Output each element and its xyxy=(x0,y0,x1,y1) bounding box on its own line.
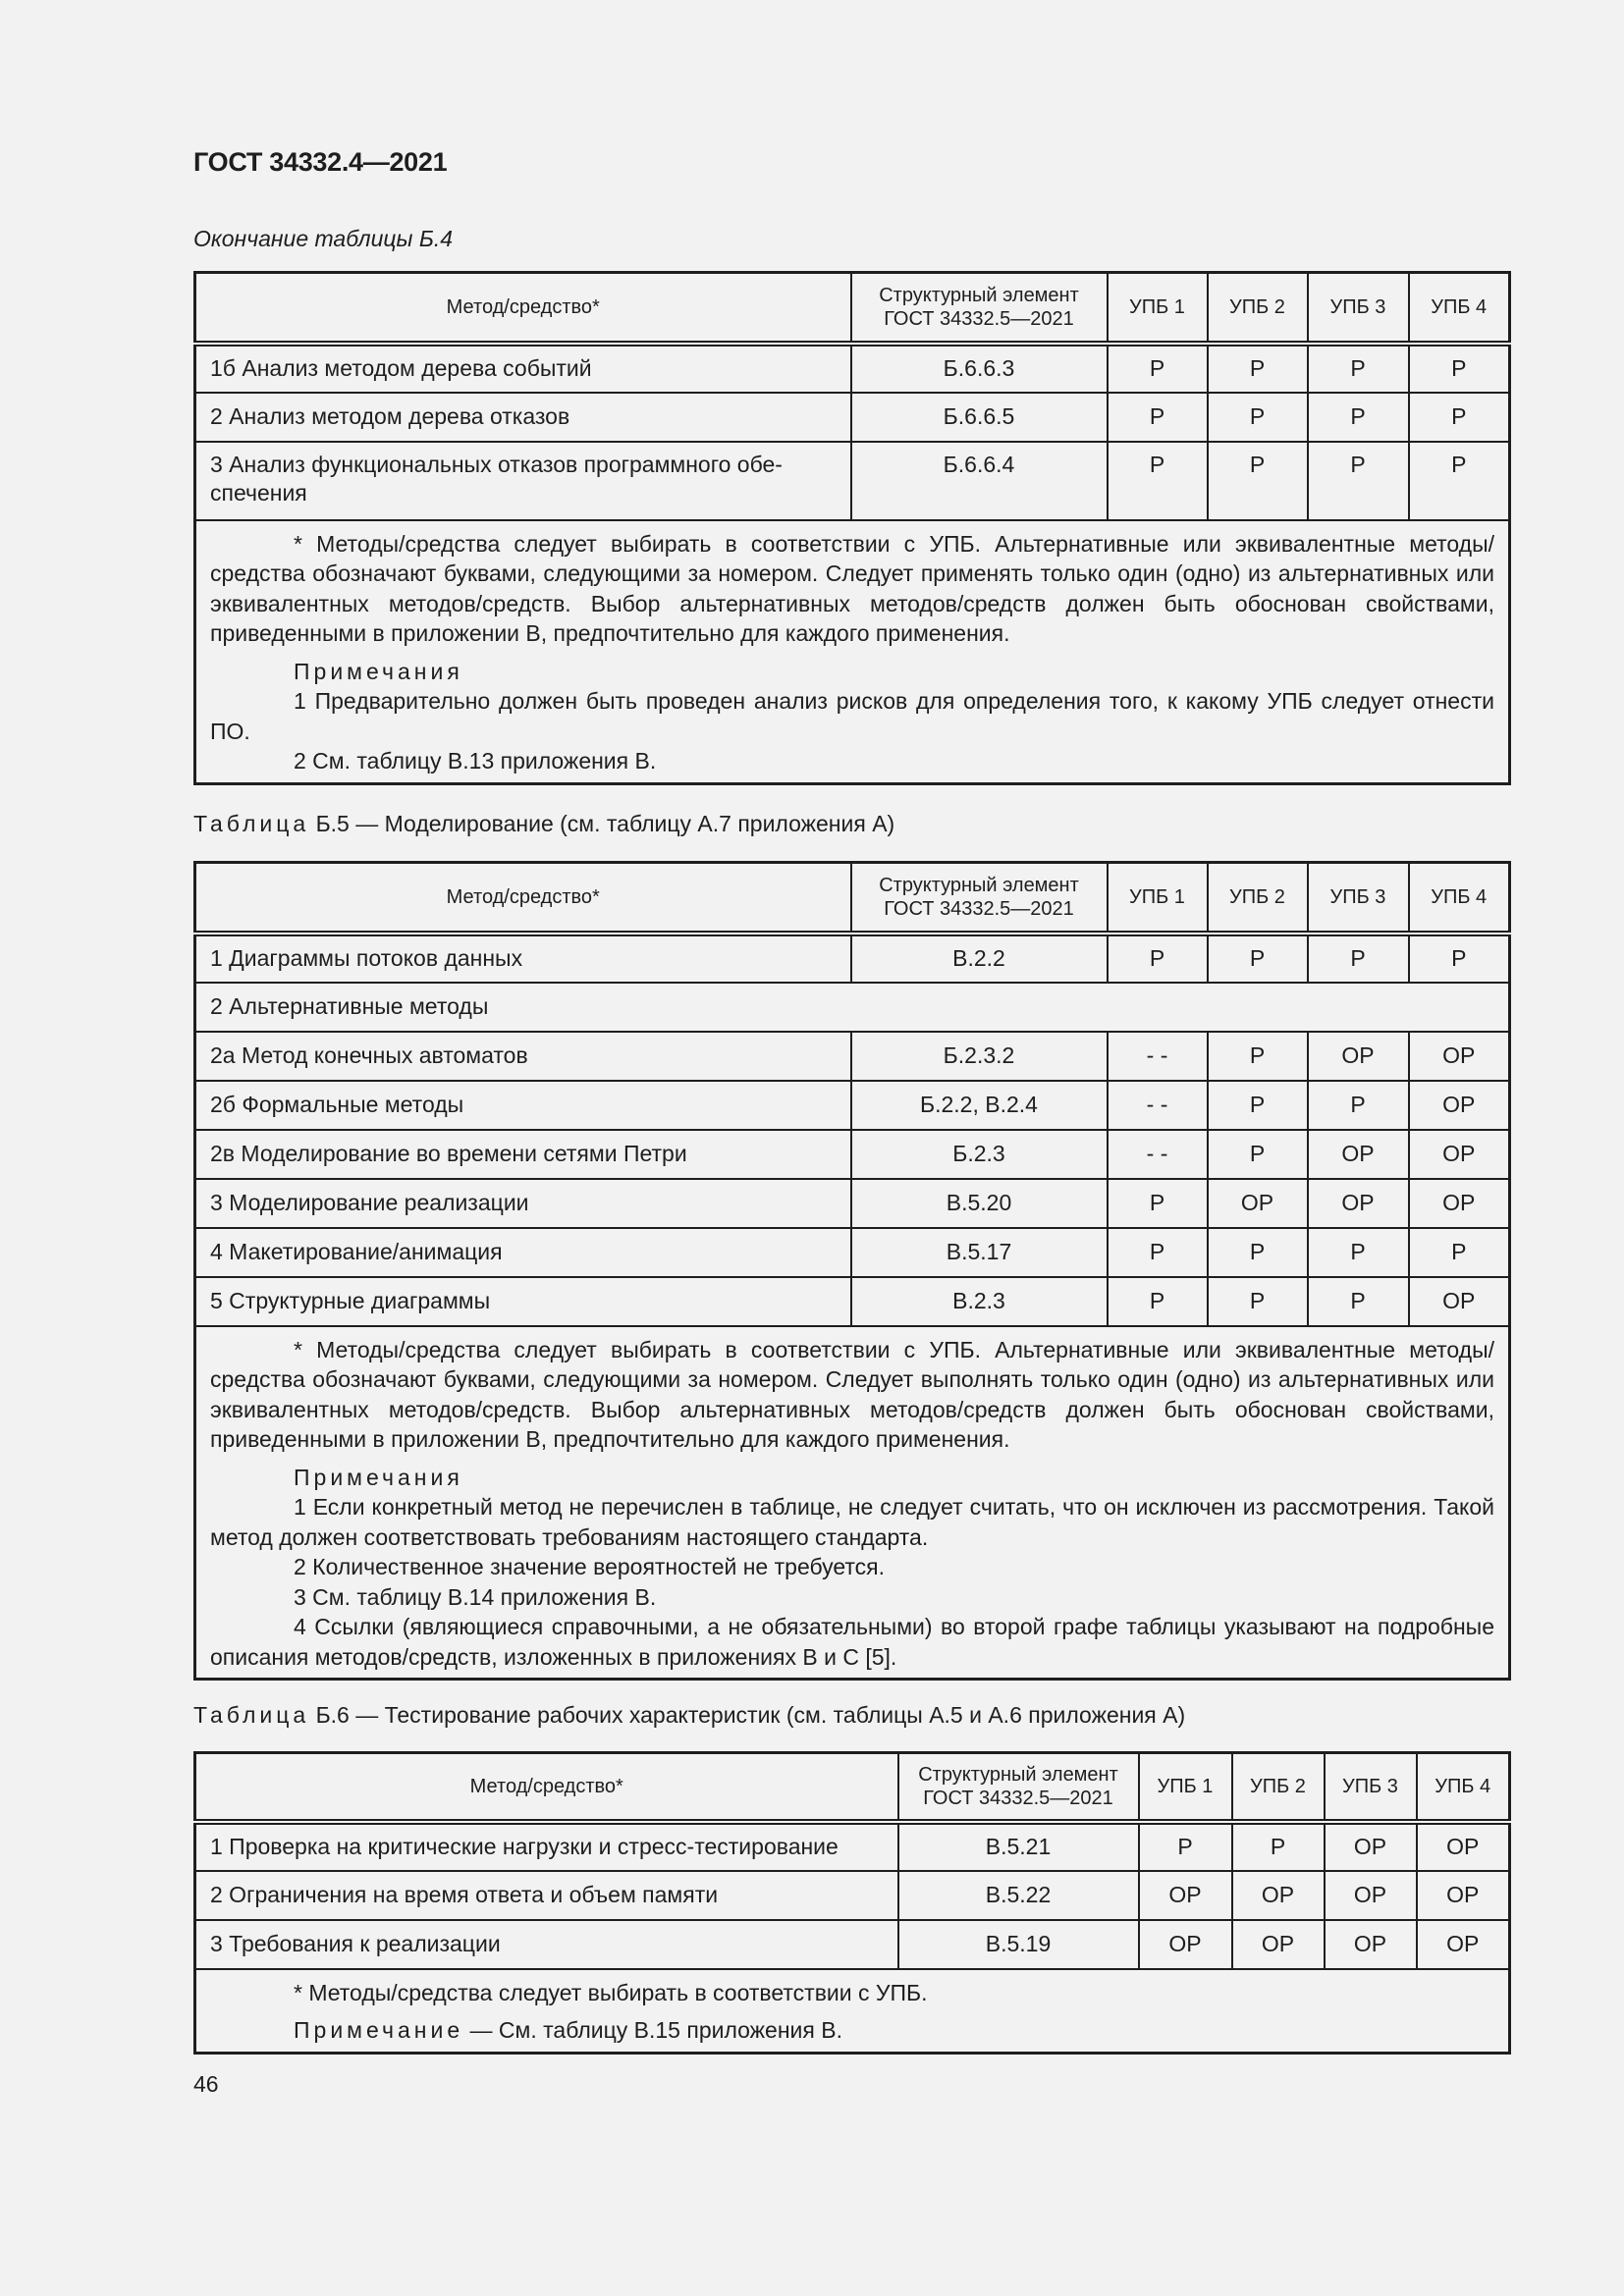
row-upb-4-value: Р xyxy=(1409,344,1510,393)
header-row xyxy=(195,1753,1510,1822)
note-text: 2 См. таблицу В.13 приложения В. xyxy=(294,748,657,774)
table-b5 xyxy=(193,861,1511,1681)
row-upb-1-value: Р xyxy=(1108,344,1208,393)
row-upb-1-value: Р xyxy=(1139,1822,1232,1871)
row-upb-1-value: - - xyxy=(1108,1032,1208,1081)
note-paragraph xyxy=(210,1463,1494,1493)
row-structural-element: В.5.20 xyxy=(851,1179,1108,1228)
row-structural-element: В.5.21 xyxy=(898,1822,1139,1871)
note-text: * Методы/средства следует выбирать в соответствии с УПБ. xyxy=(294,1979,928,2005)
row-upb-2-value: Р xyxy=(1208,1277,1308,1326)
table-row xyxy=(195,934,1510,983)
table-row xyxy=(195,1081,1510,1130)
row-upb-2-value: Р xyxy=(1232,1822,1325,1871)
note-paragraph xyxy=(210,1492,1494,1552)
notes-row xyxy=(195,520,1510,784)
caption-word: Таблица xyxy=(193,1702,310,1728)
caption-text: Б.6 — Тестирование рабочих характеристик (см. таблицы А.5 и А.6 приложения А) xyxy=(315,1702,1186,1728)
table-row xyxy=(195,1920,1510,1969)
table-b5-caption xyxy=(193,811,894,837)
row-upb-1-value: Р xyxy=(1108,393,1208,442)
column-header-upb-4: УПБ 4 xyxy=(1409,863,1510,934)
table-row xyxy=(195,1277,1510,1326)
column-header-line: ГОСТ 34332.5—2021 xyxy=(884,897,1074,920)
table-notes xyxy=(195,1326,1510,1680)
table-row xyxy=(195,393,1510,442)
row-structural-element: В.2.3 xyxy=(851,1277,1108,1326)
row-upb-3-value: ОР xyxy=(1308,1130,1409,1179)
column-header-upb-3: УПБ 3 xyxy=(1308,273,1409,344)
note-paragraph xyxy=(210,1582,1494,1613)
row-upb-2-value: Р xyxy=(1208,1032,1308,1081)
row-method: 1 Диаграммы потоков данных xyxy=(195,934,851,983)
row-upb-4-value: ОР xyxy=(1409,1081,1510,1130)
column-header-upb-1: УПБ 1 xyxy=(1108,273,1208,344)
row-upb-1-value: - - xyxy=(1108,1081,1208,1130)
row-upb-3-value: ОР xyxy=(1325,1822,1417,1871)
note-paragraph xyxy=(210,2015,1494,2046)
column-header-structural-element xyxy=(851,863,1108,934)
column-header-method: Метод/средство* xyxy=(195,273,851,344)
table-row xyxy=(195,1822,1510,1871)
column-header-upb-2: УПБ 2 xyxy=(1232,1753,1325,1822)
column-header-upb-2: УПБ 2 xyxy=(1208,273,1308,344)
note-text: 1 Предварительно должен быть проведен анализ рисков для определения того, к какому УПБ следует отнести ПО. xyxy=(210,688,1494,744)
row-upb-2-value: ОР xyxy=(1232,1871,1325,1920)
row-upb-4-value: ОР xyxy=(1409,1277,1510,1326)
note-paragraph xyxy=(210,1612,1494,1672)
caption-text: Б.5 — Моделирование (см. таблицу А.7 приложения А) xyxy=(315,811,895,836)
row-upb-3-value: ОР xyxy=(1308,1179,1409,1228)
row-upb-3-value: ОР xyxy=(1325,1871,1417,1920)
row-structural-element: Б.2.3.2 xyxy=(851,1032,1108,1081)
row-method-group: 2 Альтернативные методы xyxy=(195,983,1510,1032)
note-text: 1 Если конкретный метод не перечислен в таблице, не следует считать, что он исключен из рассмотрения. Такой метод должен соответствовать требованиям настоящего стандарта. xyxy=(210,1494,1494,1550)
row-upb-1-value: Р xyxy=(1108,1277,1208,1326)
row-upb-4-value: Р xyxy=(1409,934,1510,983)
table-b4-end xyxy=(193,271,1511,785)
column-header-structural-element xyxy=(898,1753,1139,1822)
row-upb-2-value: Р xyxy=(1208,1130,1308,1179)
row-structural-element: В.2.2 xyxy=(851,934,1108,983)
row-upb-4-value: ОР xyxy=(1417,1920,1510,1969)
row-upb-1-value: Р xyxy=(1108,934,1208,983)
table-notes xyxy=(195,520,1510,784)
column-header-line: ГОСТ 34332.5—2021 xyxy=(923,1787,1113,1809)
column-header-upb-1: УПБ 1 xyxy=(1108,863,1208,934)
table-row xyxy=(195,1871,1510,1920)
row-method: 2а Метод конечных автоматов xyxy=(195,1032,851,1081)
row-method: 2 Ограничения на время ответа и объем памяти xyxy=(195,1871,898,1920)
header-row xyxy=(195,863,1510,934)
note-paragraph xyxy=(210,686,1494,746)
column-header-upb-3: УПБ 3 xyxy=(1325,1753,1417,1822)
row-upb-4-value: Р xyxy=(1409,442,1510,520)
notes-row xyxy=(195,1969,1510,2054)
row-upb-2-value: Р xyxy=(1208,442,1308,520)
header-row xyxy=(195,273,1510,344)
row-method: 4 Макетирование/анимация xyxy=(195,1228,851,1277)
row-upb-1-value: Р xyxy=(1108,442,1208,520)
row-upb-1-value: ОР xyxy=(1139,1871,1232,1920)
row-structural-element: Б.6.6.3 xyxy=(851,344,1108,393)
note-text: 4 Ссылки (являющиеся справочными, а не обязательными) во второй графе таблицы указывают на подробные описания методов/средств, изложенных в приложениях В и С [5]. xyxy=(210,1614,1494,1670)
row-upb-3-value: Р xyxy=(1308,1228,1409,1277)
row-structural-element: В.5.19 xyxy=(898,1920,1139,1969)
note-text: * Методы/средства следует выбирать в соответствии с УПБ. Альтернативные или эквивалентные методы/средства обозначают буквами, следующими за номером. Следует применять только один (одно) из альтернативных или эквивалентных методов/средств. Выбор альтернативных методов/средств должен быть обоснован свойствами, приведенными в приложении В, предпочтительно для каждого применения. xyxy=(210,530,1494,646)
row-upb-3-value: Р xyxy=(1308,393,1409,442)
table-row xyxy=(195,1228,1510,1277)
row-method: 3 Моделирование реализации xyxy=(195,1179,851,1228)
table-b6 xyxy=(193,1751,1511,2055)
note-paragraph xyxy=(210,529,1494,649)
table-b6-caption xyxy=(193,1702,1185,1729)
row-upb-3-value: ОР xyxy=(1308,1032,1409,1081)
row-upb-3-value: Р xyxy=(1308,934,1409,983)
column-header-upb-2: УПБ 2 xyxy=(1208,863,1308,934)
column-header-line: Структурный элемент xyxy=(918,1763,1118,1786)
row-upb-3-value: Р xyxy=(1308,1277,1409,1326)
notes-row xyxy=(195,1326,1510,1680)
row-upb-2-value: Р xyxy=(1208,1228,1308,1277)
row-upb-4-value: ОР xyxy=(1409,1179,1510,1228)
table-row xyxy=(195,983,1510,1032)
row-method: 1б Анализ методом дерева событий xyxy=(195,344,851,393)
row-upb-3-value: ОР xyxy=(1325,1920,1417,1969)
notes-heading: Примечание xyxy=(294,2017,464,2043)
row-structural-element: В.5.17 xyxy=(851,1228,1108,1277)
note-text: — См. таблицу В.15 приложения В. xyxy=(463,2017,842,2043)
table-row xyxy=(195,344,1510,393)
page-number: 46 xyxy=(193,2071,219,2097)
row-upb-4-value: ОР xyxy=(1417,1822,1510,1871)
note-paragraph xyxy=(210,746,1494,776)
table-continuation-caption: Окончание таблицы Б.4 xyxy=(193,226,454,251)
column-header-upb-4: УПБ 4 xyxy=(1417,1753,1510,1822)
note-text: 3 См. таблицу В.14 приложения В. xyxy=(294,1583,657,1610)
note-paragraph xyxy=(210,1552,1494,1582)
row-upb-1-value: Р xyxy=(1108,1179,1208,1228)
row-upb-1-value: Р xyxy=(1108,1228,1208,1277)
row-upb-4-value: ОР xyxy=(1417,1871,1510,1920)
row-upb-4-value: Р xyxy=(1409,393,1510,442)
column-header-line: ГОСТ 34332.5—2021 xyxy=(884,307,1074,330)
row-upb-3-value: Р xyxy=(1308,1081,1409,1130)
row-method: 1 Проверка на критические нагрузки и стресс-тестирование xyxy=(195,1822,898,1871)
row-upb-4-value: ОР xyxy=(1409,1032,1510,1081)
note-paragraph xyxy=(210,1978,1494,2008)
table-row xyxy=(195,1032,1510,1081)
row-upb-2-value: Р xyxy=(1208,1081,1308,1130)
note-paragraph xyxy=(210,1335,1494,1455)
row-method: 2 Анализ методом дерева отказов xyxy=(195,393,851,442)
row-method: 2б Формальные методы xyxy=(195,1081,851,1130)
column-header-method: Метод/средство* xyxy=(195,1753,898,1822)
row-upb-3-value: Р xyxy=(1308,344,1409,393)
column-header-method: Метод/средство* xyxy=(195,863,851,934)
row-structural-element: Б.2.2, В.2.4 xyxy=(851,1081,1108,1130)
note-text: * Методы/средства следует выбирать в соответствии с УПБ. Альтернативные или эквивалентные методы/средства обозначают буквами, следующими за номером. Следует выполнять только один (одно) из альтернативных или эквивалентных методов/средств. Выбор альтернативных методов/средств должен быть обоснован свойствами, приведенными в приложении В, предпочтительно для каждого применения. xyxy=(210,1336,1494,1452)
row-structural-element: Б.6.6.5 xyxy=(851,393,1108,442)
row-structural-element: Б.2.3 xyxy=(851,1130,1108,1179)
column-header-upb-3: УПБ 3 xyxy=(1308,863,1409,934)
row-structural-element: Б.6.6.4 xyxy=(851,442,1108,520)
note-text: 2 Количественное значение вероятностей не требуется. xyxy=(294,1554,886,1579)
row-upb-2-value: Р xyxy=(1208,934,1308,983)
document-title: ГОСТ 34332.4—2021 xyxy=(193,147,448,177)
table-row xyxy=(195,1179,1510,1228)
row-upb-4-value: Р xyxy=(1409,1228,1510,1277)
row-upb-2-value: ОР xyxy=(1232,1920,1325,1969)
row-method: 5 Структурные диаграммы xyxy=(195,1277,851,1326)
row-structural-element: В.5.22 xyxy=(898,1871,1139,1920)
row-upb-2-value: ОР xyxy=(1208,1179,1308,1228)
note-paragraph xyxy=(210,657,1494,687)
notes-heading: Примечания xyxy=(294,658,463,684)
notes-heading: Примечания xyxy=(294,1464,463,1490)
table-row xyxy=(195,1130,1510,1179)
row-upb-3-value: Р xyxy=(1308,442,1409,520)
row-upb-1-value: - - xyxy=(1108,1130,1208,1179)
row-upb-1-value: ОР xyxy=(1139,1920,1232,1969)
row-upb-2-value: Р xyxy=(1208,393,1308,442)
row-method: 2в Моделирование во времени сетями Петри xyxy=(195,1130,851,1179)
column-header-upb-4: УПБ 4 xyxy=(1409,273,1510,344)
row-upb-2-value: Р xyxy=(1208,344,1308,393)
column-header-line: Структурный элемент xyxy=(879,874,1079,896)
row-method: 3 Требования к реализации xyxy=(195,1920,898,1969)
table-row xyxy=(195,442,1510,520)
caption-word: Таблица xyxy=(193,811,310,836)
table-notes xyxy=(195,1969,1510,2054)
column-header-structural-element xyxy=(851,273,1108,344)
row-method: 3 Анализ функциональных отказов программного обе-спечения xyxy=(195,442,851,520)
row-upb-4-value: ОР xyxy=(1409,1130,1510,1179)
column-header-line: Структурный элемент xyxy=(879,284,1079,306)
column-header-upb-1: УПБ 1 xyxy=(1139,1753,1232,1822)
